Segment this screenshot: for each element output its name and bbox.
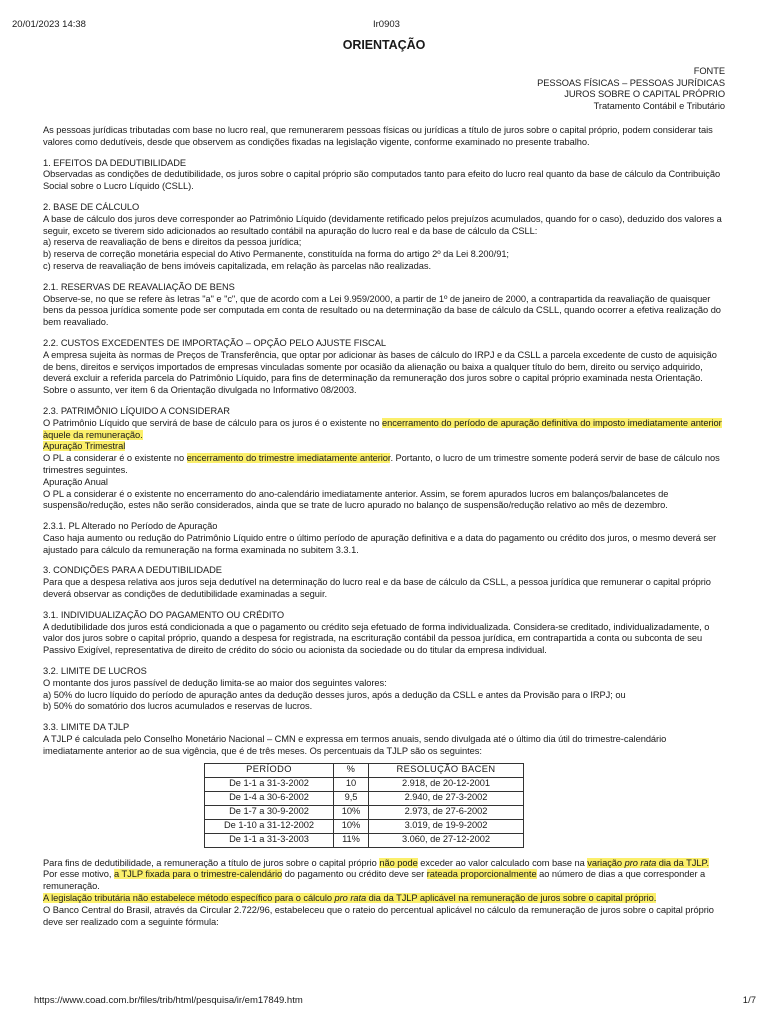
section-heading: 3.2. LIMITE DE LUCROS (43, 666, 147, 677)
highlighted-italic: pro rata (624, 857, 657, 868)
table-cell: 2.918, de 20-12-2001 (369, 777, 524, 791)
section-heading: 2. BASE DE CÁLCULO (43, 201, 140, 212)
section-heading: 2.2. CUSTOS EXCEDENTES DE IMPORTAÇÃO – OPÇÃO PELO AJUSTE FISCAL (43, 337, 386, 348)
table-row (205, 805, 524, 819)
text-run: do pagamento ou crédito deve ser (282, 869, 427, 880)
table-cell: 9,5 (334, 791, 369, 805)
text-run: Para fins de dedutibilidade, a remuneração a título de juros sobre o capital próprio (43, 857, 380, 868)
table-header-cell: PERÍODO (205, 763, 334, 777)
section-2-3 (43, 406, 725, 512)
highlighted-text: não pode (379, 857, 418, 868)
table-cell: De 1-10 a 31-12-2002 (205, 819, 334, 833)
section-2-3-1 (43, 521, 725, 556)
section-text: Observadas as condições de dedutibilidade, os juros sobre o capital próprio são computados tanto para efeito do lucro real quanto da base de cálculo da Contribuição Social sobre o Lucro Líquido (CSLL). (43, 169, 721, 192)
section-heading: 2.3.1. PL Alterado no Período de Apuração (43, 521, 218, 532)
table-header-row (205, 763, 524, 777)
table-header-cell: % (334, 763, 369, 777)
highlighted-text: rateada proporcionalmente (426, 869, 537, 880)
table-row (205, 819, 524, 833)
highlighted-text: a TJLP fixada para o trimestre-calendário (113, 869, 283, 880)
section-text: A TJLP é calculada pelo Conselho Monetário Nacional – CMN e expressa em termos anuais, sendo divulgada até o último dia útil do trimestre-calendário imediatamente anterior ao de sua vigência, que é de três meses. Os percentuais da TJLP são os seguintes: (43, 734, 667, 756)
section-heading: 3.1. INDIVIDUALIZAÇÃO DO PAGAMENTO OU CRÉDITO (43, 609, 285, 620)
text-run: exceder ao valor calculado com base na (417, 857, 588, 868)
section-text (43, 418, 725, 442)
table-cell: De 1-7 a 30-9-2002 (205, 805, 334, 819)
section-text: O PL a considerar é o existente no encerramento do ano-calendário imediatamente anterior. Assim, se forem apurados lucros em balanços/balancetes de suspensão/redução, estes não serão considerados, ainda que se trate de lucro apurado no balanço de suspensão/redução relativo ao mês de dezembro. (43, 488, 669, 511)
table-cell: 2.973, de 27-6-2002 (369, 805, 524, 819)
table-cell: De 1-1 a 31-3-2002 (205, 777, 334, 791)
section-text: O montante dos juros passível de dedução limita-se ao maior dos seguintes valores: (43, 677, 387, 688)
paragraph (43, 893, 725, 905)
page-number: 1/7 (742, 995, 756, 1006)
source-block (43, 66, 725, 113)
text-run: Por esse motivo, (43, 869, 114, 880)
table-cell: 10% (334, 819, 369, 833)
footer-url: https://www.coad.com.br/files/trib/html/pesquisa/ir/em17849.htm (34, 995, 303, 1006)
table-cell: De 1-4 a 30-6-2002 (205, 791, 334, 805)
table-cell: 2.940, de 27-3-2002 (369, 791, 524, 805)
section-heading: 2.1. RESERVAS DE REAVALIAÇÃO DE BENS (43, 281, 235, 292)
section-heading: 3.3. LIMITE DA TJLP (43, 722, 130, 733)
table-cell: De 1-1 a 31-3-2003 (205, 833, 334, 847)
source-line: JUROS SOBRE O CAPITAL PRÓPRIO (564, 89, 725, 100)
paragraph (43, 869, 725, 893)
table-cell: 10 (334, 777, 369, 791)
section-3 (43, 565, 725, 600)
section-text: Sobre o assunto, ver item 6 da Orientação divulgada no Informativo 08/2003. (43, 385, 357, 396)
paragraph (43, 858, 725, 870)
table-header-cell: RESOLUÇÃO BACEN (369, 763, 524, 777)
table-row (205, 833, 524, 847)
doc-code: Ir0903 (373, 19, 400, 30)
text-run: ao número de dias a que corresponder a remuneração. (43, 869, 706, 892)
section-2-2 (43, 338, 725, 397)
table-cell: 10% (334, 805, 369, 819)
subheading-highlighted: Apuração Trimestral (43, 441, 126, 452)
highlighted-text: A legislação tributária não estabelece método específico para o cálculo (43, 893, 335, 904)
list-item: c) reserva de reavaliação de bens imóveis capitalizada, em relação às parcelas não realizadas. (43, 260, 432, 271)
section-text: A base de cálculo dos juros deve corresponder ao Patrimônio Líquido (devidamente retificado pelos prejuízos acumulados, quando for o caso), deduzido dos valores a seguir, exceto se tiverem sido adicionados ao resultado contábil na apuração do lucro real e da base de cálculo da CSLL: (43, 213, 722, 236)
paragraph: O Banco Central do Brasil, através da Circular 2.722/96, estabeleceu que o rateio do percentual aplicável no cálculo da remuneração de juros sobre o capital próprio deve ser realizado com a seguinte fórmula: (43, 904, 714, 927)
list-item: b) 50% do somatório dos lucros acumulados e reservas de lucros. (43, 701, 313, 712)
table-cell: 11% (334, 833, 369, 847)
table-row (205, 777, 524, 791)
section-2-1 (43, 282, 725, 329)
section-3-1 (43, 610, 725, 657)
section-3-3 (43, 722, 725, 757)
print-datetime: 20/01/2023 14:38 (12, 19, 86, 30)
highlighted-text: variação (587, 857, 625, 868)
highlighted-italic: pro rata (334, 893, 367, 904)
section-3-2 (43, 666, 725, 713)
list-item: a) reserva de reavaliação de bens e direitos da pessoa jurídica; (43, 237, 302, 248)
subheading: Apuração Anual (43, 476, 108, 487)
section-heading: 1. EFEITOS DA DEDUTIBILIDADE (43, 157, 187, 168)
source-line: Tratamento Contábil e Tributário (593, 101, 725, 112)
page-title: ORIENTAÇÃO (342, 38, 426, 52)
list-item: a) 50% do lucro líquido do período de apuração antes da dedução desses juros, após a dedução da CSLL e antes da Provisão para o IRPJ; ou (43, 689, 626, 700)
highlighted-text: dia da TJLP. (656, 857, 709, 868)
highlighted-text: encerramento do período de apuração definitiva do imposto imediatamente anterior àquele da remuneração. (43, 417, 722, 440)
section-1 (43, 158, 725, 193)
highlighted-text: encerramento do trimestre imediatamente anterior (186, 453, 391, 464)
highlighted-text: dia da TJLP aplicável na remuneração de juros sobre o capital próprio. (366, 893, 657, 904)
section-text (43, 453, 725, 477)
source-label: FONTE (693, 65, 725, 76)
section-2 (43, 202, 725, 273)
section-text: Observe-se, no que se refere às letras "a" e "c", que de acordo com a Lei 9.959/2000, a partir de 1º de janeiro de 2000, a contrapartida da reavaliação de quaisquer bens da pessoa jurídica somente pode ser computada em conta de resultado ou na determinação da base de cálculo da CSLL, quando ocorrer a efetiva realização do bem reavaliado. (43, 293, 721, 328)
intro-paragraph: As pessoas jurídicas tributadas com base no lucro real, que remunerarem pessoas físicas ou jurídicas a título de juros sobre o capital próprio, podem considerar tais valores como dedutíveis, desde que observem as condições fixadas na legislação vigente, conforme examinado no presente trabalho. (43, 124, 713, 147)
tjlp-table (204, 763, 524, 848)
section-text: Caso haja aumento ou redução do Patrimônio Líquido entre o último período de apuração definitiva e a data do pagamento ou crédito dos juros, o mesmo deverá ser ajustado para cálculo da remuneração na forma examinada no subitem 3.3.1. (43, 532, 717, 555)
text-run: O PL a considerar é o existente no (43, 453, 187, 464)
table-row (205, 791, 524, 805)
after-table-text (43, 858, 725, 929)
section-text: A empresa sujeita às normas de Preços de Transferência, que optar por adicionar às bases de cálculo do IRPJ e da CSLL a parcela excedente de custo de aquisição de bens, direitos e serviços importados de empresas vinculadas somente por ocasião da alienação ou baixa a qualquer título do bem, direito ou serviço adquirido, deverá excluir a referida parcela do Patrimônio Líquido, para fins de determinação da remuneração dos juros sobre o capital próprio examinada nesta Orientação. (43, 349, 717, 384)
section-text: A dedutibilidade dos juros está condicionada a que o pagamento ou crédito seja efetuado de forma individualizada. Considera-se creditado, individualizadamente, o valor dos juros sobre o capital próprio, quando a despesa for registrada, na escrituração contábil da pessoa jurídica, em contrapartida a conta ou subconta de seu Passivo Exigível, representativa de direito de crédito do sócio ou acionista da sociedade ou do titular da empresa individual. (43, 621, 710, 656)
section-heading: 2.3. PATRIMÔNIO LÍQUIDO A CONSIDERAR (43, 405, 230, 416)
source-line: PESSOAS FÍSICAS – PESSOAS JURÍDICAS (537, 77, 725, 88)
section-text: Para que a despesa relativa aos juros seja dedutível na determinação do lucro real e da base de cálculo da CSLL, a pessoa jurídica que remunerar o capital próprio deverá observar as condições de dedutibilidade examinadas a seguir. (43, 577, 711, 600)
table-cell: 3.060, de 27-12-2002 (369, 833, 524, 847)
table-cell: 3.019, de 19-9-2002 (369, 819, 524, 833)
section-heading: 3. CONDIÇÕES PARA A DEDUTIBILIDADE (43, 565, 222, 576)
document-page (43, 40, 725, 928)
list-item: b) reserva de correção monetária especial do Ativo Permanente, constituída na forma do artigo 2º da Lei 8.200/91; (43, 249, 509, 260)
text-run: O Patrimônio Líquido que servirá de base de cálculo para os juros é o existente no (43, 417, 383, 428)
text-run: . Portanto, o lucro de um trimestre somente poderá servir de base de cálculo nos trimestres seguintes. (43, 453, 720, 475)
